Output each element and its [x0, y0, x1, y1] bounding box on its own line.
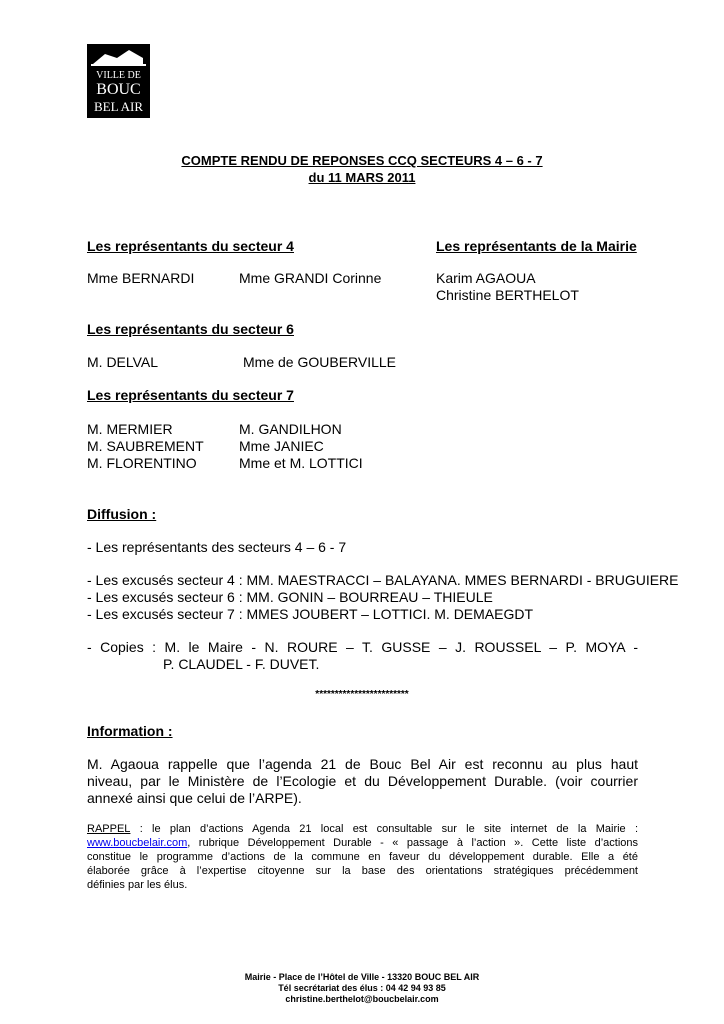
diffusion-heading: Diffusion : — [87, 506, 157, 522]
diffusion-representants: - Les représentants des secteurs 4 – 6 - 7 — [87, 539, 347, 555]
secteur4-heading: Les représentants du secteur 4 — [87, 238, 294, 254]
rappel-label: RAPPEL — [87, 823, 131, 835]
document-date: du 11 MARS 2011 — [308, 170, 416, 185]
rappel-text: constitue le programme d’actions de la commune en faveur du développement durable. Elle a été — [87, 851, 638, 863]
footer-phone: Tél secrétariat des élus : 04 42 94 93 85 — [278, 983, 446, 993]
secteur6-heading: Les représentants du secteur 6 — [87, 321, 294, 337]
document-title: COMPTE RENDU DE REPONSES CCQ SECTEURS 4 – 6 - 7 — [181, 153, 543, 168]
footer-address: Mairie - Place de l’Hôtel de Ville - 13320 BOUC BEL AIR — [244, 972, 480, 982]
rappel-text: : le plan d’actions Agenda 21 local est consultable sur le site internet de la Mairie : — [130, 823, 639, 835]
secteur7-member: M. GANDILHON — [239, 421, 342, 437]
secteur7-heading: Les représentants du secteur 7 — [87, 387, 294, 403]
diffusion-excuses: - Les excusés secteur 7 : MMES JOUBERT – LOTTICI. M. DEMAEGDT — [87, 606, 534, 622]
secteur4-member: Mme BERNARDI — [87, 270, 195, 286]
mairie-heading: Les représentants de la Mairie — [436, 238, 637, 254]
rappel-line — [87, 823, 638, 835]
mairie-member: Karim AGAOUA — [436, 270, 536, 286]
secteur4-member: Mme GRANDI Corinne — [239, 270, 382, 286]
logo-line-2: BOUC — [96, 81, 141, 98]
information-text: annexé ainsi que celui de l’ARPE). — [87, 790, 302, 806]
separator: ************************ — [315, 689, 409, 700]
website-link[interactable]: www.boucbelair.com — [87, 837, 188, 849]
information-heading: Information : — [87, 723, 173, 739]
secteur6-member: Mme de GOUBERVILLE — [243, 354, 397, 370]
diffusion-copies-cont: P. CLAUDEL - F. DUVET. — [163, 656, 320, 672]
rappel-line — [87, 837, 638, 849]
secteur7-member: M. FLORENTINO — [87, 455, 197, 471]
diffusion-excuses: - Les excusés secteur 4 : MM. MAESTRACCI – BALAYANA. MMES BERNARDI - BRUGUIERE — [87, 572, 679, 588]
secteur7-member: Mme et M. LOTTICI — [239, 455, 363, 471]
information-text: M. Agaoua rappelle que l’agenda 21 de Bouc Bel Air est reconnu au plus haut — [87, 756, 638, 772]
secteur6-member: M. DELVAL — [87, 354, 159, 370]
rappel-text: , rubrique Développement Durable - « passage à l’action ». Cette liste d’actions — [187, 837, 638, 849]
town-logo — [87, 44, 150, 118]
logo-line-1: VILLE DE — [96, 70, 141, 81]
information-text: niveau, par le Ministère de l’Ecologie et du Développement Durable. (voir courrier — [87, 773, 638, 789]
rappel-text: définies par les élus. — [87, 879, 188, 891]
logo-line-3: BEL AIR — [94, 99, 143, 114]
mairie-member: Christine BERTHELOT — [436, 287, 579, 303]
diffusion-excuses: - Les excusés secteur 6 : MM. GONIN – BOURREAU – THIEULE — [87, 589, 493, 605]
secteur7-member: M. SAUBREMENT — [87, 438, 204, 454]
secteur7-member: Mme JANIEC — [239, 438, 324, 454]
secteur7-member: M. MERMIER — [87, 421, 173, 437]
diffusion-copies: - Copies : M. le Maire - N. ROURE – T. GUSSE – J. ROUSSEL – P. MOYA - — [87, 639, 638, 655]
rappel-text: élaborée grâce à l’expertise citoyenne sur la base des orientations stratégiques précédemment — [87, 865, 638, 877]
footer-email: christine.berthelot@boucbelair.com — [285, 994, 439, 1004]
